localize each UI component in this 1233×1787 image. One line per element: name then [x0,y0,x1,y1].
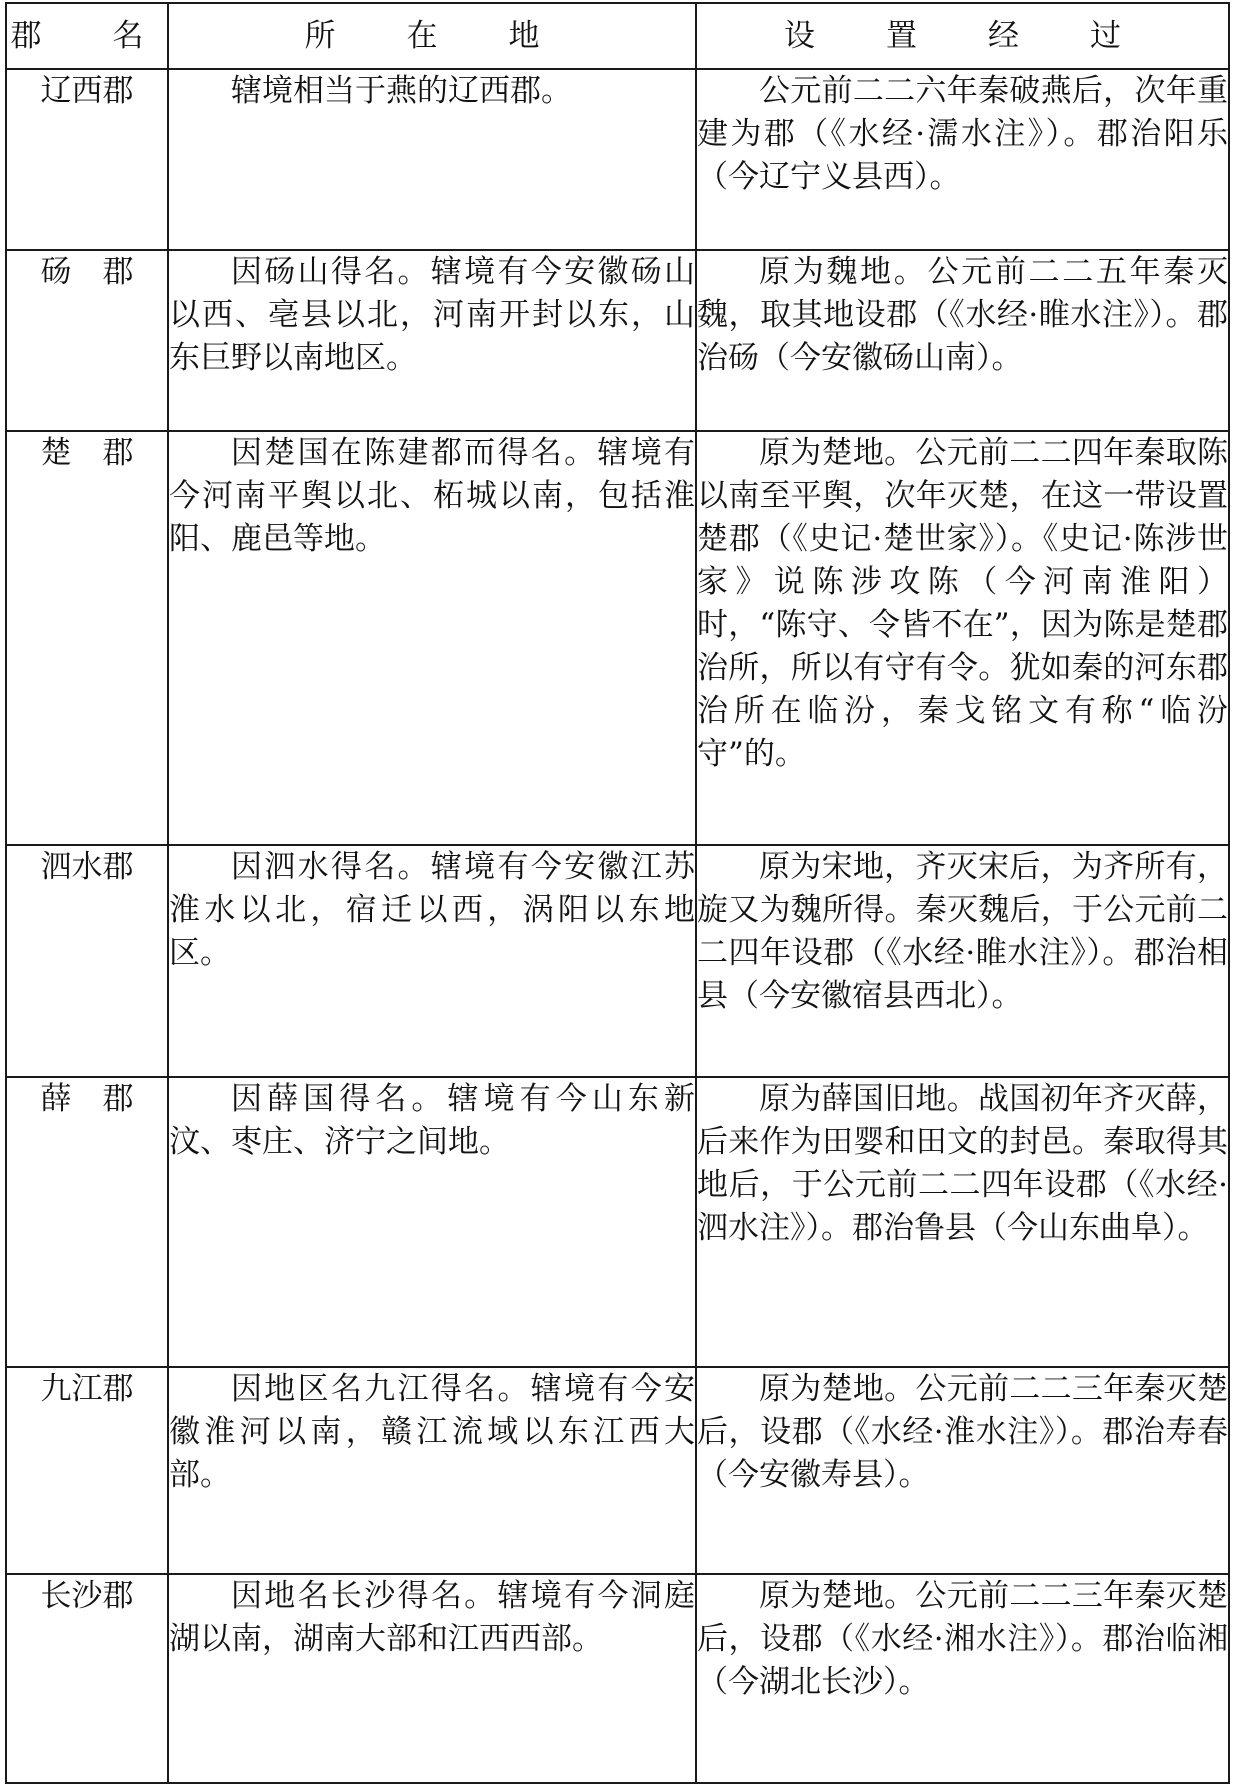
table-row [6,69,1229,250]
table-row [6,845,1229,1077]
commandery-name: 长沙郡 [6,1574,168,1783]
table-row [6,250,1229,431]
history-cell: 原为楚地。公元前二二三年秦灭楚后，设郡（《水经·淮水注》）。郡治寿春（今安徽寿县）。 [696,1367,1229,1574]
header-history: 设 置 经 过 [696,3,1229,69]
table-header-row [6,3,1229,69]
history-cell: 原为宋地，齐灭宋后，为齐所有，旋又为魏所得。秦灭魏后，于公元前二二四年设郡（《水经·睢水注》）。郡治相县（今安徽宿县西北）。 [696,845,1229,1077]
history-cell: 公元前二二六年秦破燕后，次年重建为郡（《水经·濡水注》）。郡治阳乐（今辽宁义县西）。 [696,69,1229,250]
commandery-name: 辽西郡 [6,69,168,250]
table-row [6,1574,1229,1783]
history-cell: 原为楚地。公元前二二四年秦取陈以南至平舆，次年灭楚，在这一带设置楚郡（《史记·楚世家》）。《史记·陈涉世家》说陈涉攻陈（今河南淮阳）时，“陈守、令皆不在”，因为陈是楚郡治所，所以有守有令。犹如秦的河东郡治所在临汾，秦戈铭文有称“临汾守”的。 [696,431,1229,845]
commandery-name: 楚 郡 [6,431,168,845]
commandery-name: 泗水郡 [6,845,168,1077]
commandery-table [5,2,1230,1784]
location-cell: 辖境相当于燕的辽西郡。 [168,69,696,250]
commandery-name: 砀 郡 [6,250,168,431]
location-cell: 因地区名九江得名。辖境有今安徽淮河以南，赣江流域以东江西大部。 [168,1367,696,1574]
history-cell: 原为楚地。公元前二二三年秦灭楚后，设郡（《水经·湘水注》）。郡治临湘（今湖北长沙）。 [696,1574,1229,1783]
location-cell: 因楚国在陈建都而得名。辖境有今河南平舆以北、柘城以南，包括淮阳、鹿邑等地。 [168,431,696,845]
location-cell: 因砀山得名。辖境有今安徽砀山以西、亳县以北，河南开封以东，山东巨野以南地区。 [168,250,696,431]
history-cell: 原为薛国旧地。战国初年齐灭薛，后来作为田婴和田文的封邑。秦取得其地后，于公元前二二四年设郡（《水经·泗水注》）。郡治鲁县（今山东曲阜）。 [696,1077,1229,1367]
commandery-name: 薛 郡 [6,1077,168,1367]
location-cell: 因地名长沙得名。辖境有今洞庭湖以南，湖南大部和江西西部。 [168,1574,696,1783]
table-row [6,1077,1229,1367]
header-location: 所 在 地 [168,3,696,69]
header-commandery-name: 郡 名 [6,3,168,69]
history-cell: 原为魏地。公元前二二五年秦灭魏，取其地设郡（《水经·睢水注》）。郡治砀（今安徽砀山南）。 [696,250,1229,431]
table-row [6,1367,1229,1574]
location-cell: 因泗水得名。辖境有今安徽江苏淮水以北，宿迁以西，涡阳以东地区。 [168,845,696,1077]
commandery-name: 九江郡 [6,1367,168,1574]
table-row [6,431,1229,845]
location-cell: 因薛国得名。辖境有今山东新汶、枣庄、济宁之间地。 [168,1077,696,1367]
